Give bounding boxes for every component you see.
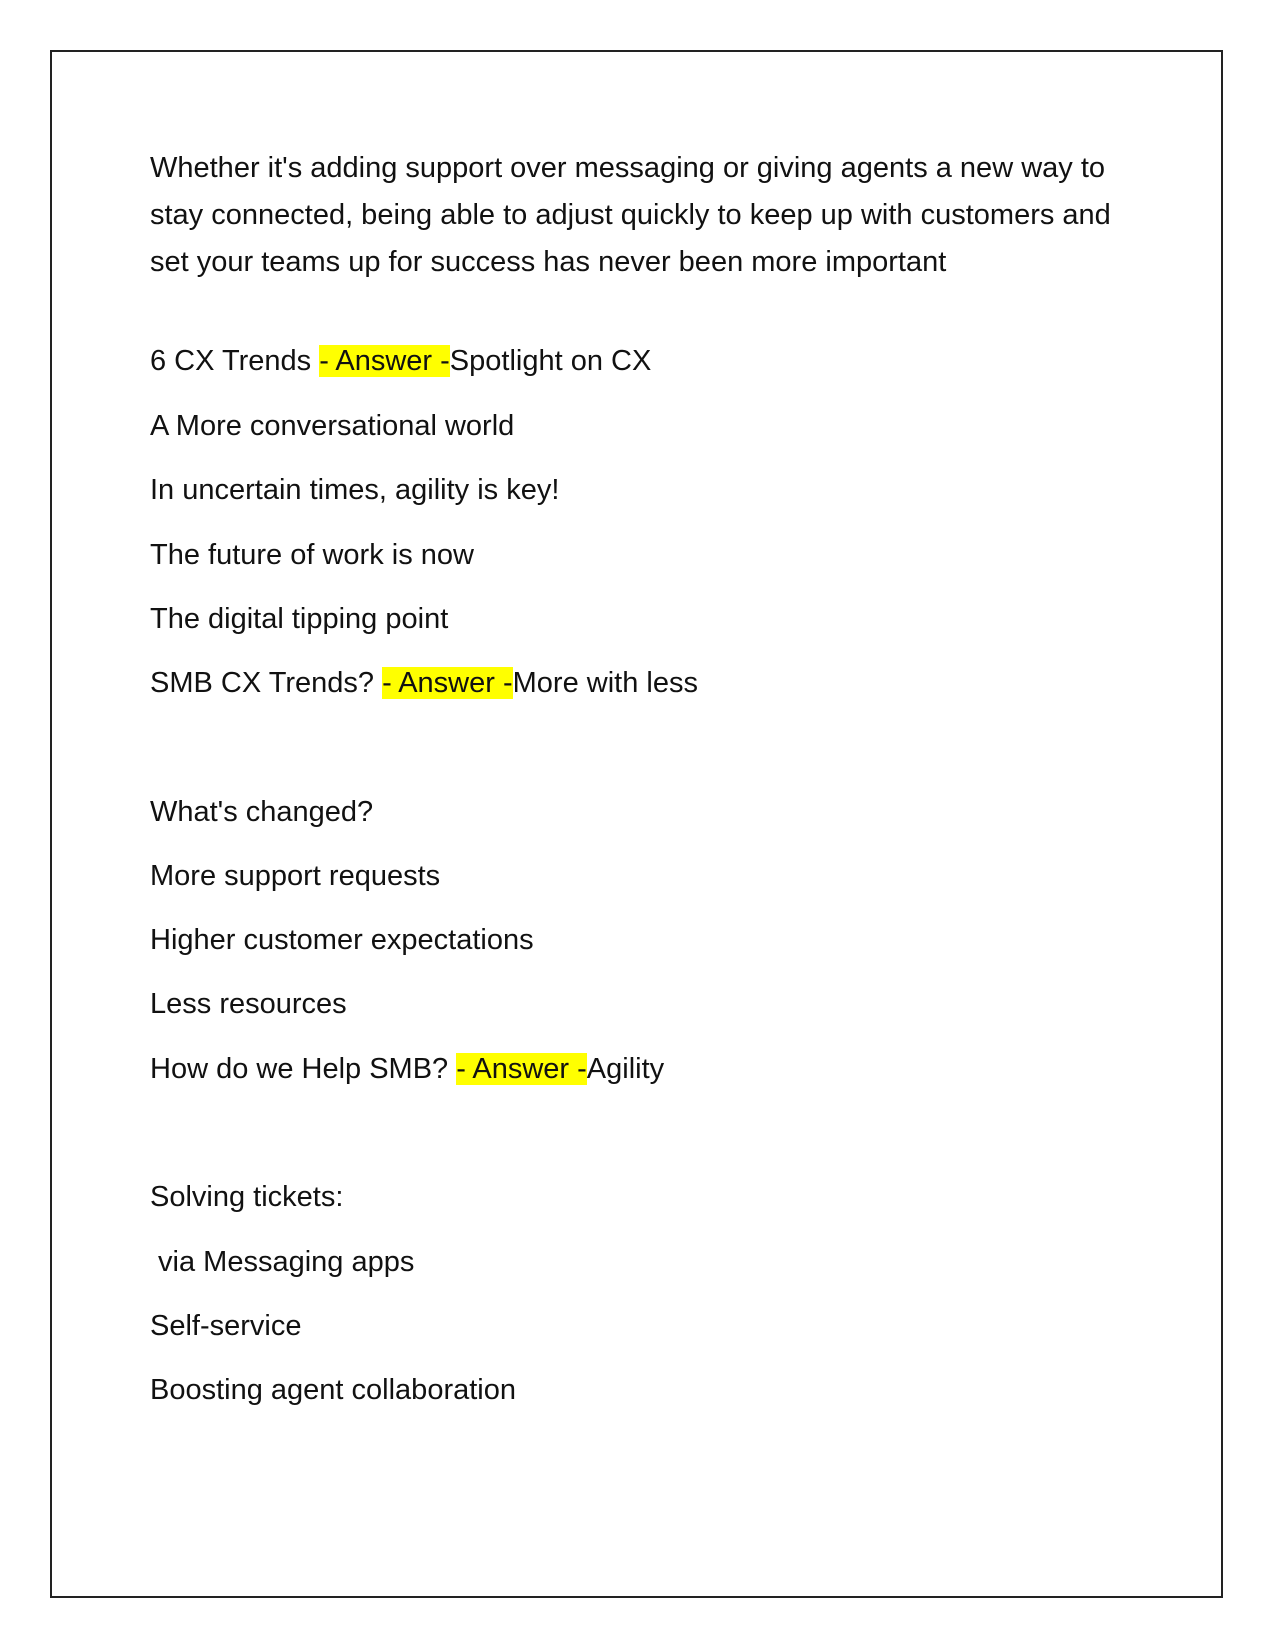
change-item: More support requests [150,860,441,892]
trend-item: The digital tipping point [150,603,449,635]
question-cx-trends [150,338,651,385]
section-heading-solving-tickets: Solving tickets: [150,1181,344,1213]
solving-item: Boosting agent collaboration [150,1374,516,1406]
trend-item: The future of work is now [150,539,474,571]
question-text: How do we Help SMB? [150,1053,457,1085]
solving-item: Self-service [150,1310,302,1342]
question-smb-cx-trends [150,660,698,707]
answer-highlight: - Answer - [456,1053,587,1085]
answer-highlight: - Answer - [319,345,450,377]
trend-item: A More conversational world [150,410,515,442]
solving-item: via Messaging apps [150,1246,415,1278]
question-text: 6 CX Trends [150,345,320,377]
trend-item: In uncertain times, agility is key! [150,474,560,506]
question-text: SMB CX Trends? [150,667,383,699]
section-heading-whats-changed: What's changed? [150,796,374,828]
answer-text: Spotlight on CX [449,345,652,377]
intro-paragraph: Whether it's adding support over messaging or giving agents a new way to stay connected, being able to adjust quickly to keep up with customers and set your teams up for success has never been more important [150,152,1111,278]
change-item: Less resources [150,988,347,1020]
question-help-smb [150,1046,664,1093]
answer-text: More with less [512,667,698,699]
answer-highlight: - Answer - [382,667,513,699]
answer-text: Agility [586,1053,665,1085]
change-item: Higher customer expectations [150,924,534,956]
